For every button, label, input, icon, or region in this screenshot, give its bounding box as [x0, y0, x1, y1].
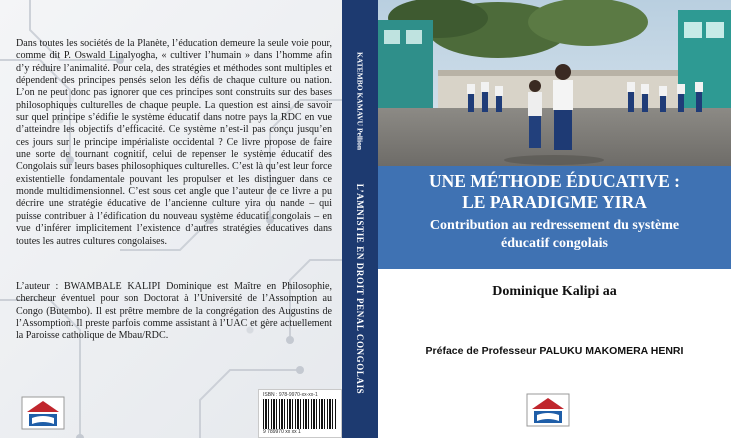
book-subtitle-line-2: éducatif congolais	[501, 235, 608, 251]
back-cover	[0, 0, 342, 438]
book-subtitle-line-1: Contribution au redressement du système	[429, 218, 680, 233]
publisher-logo-icon	[21, 396, 65, 430]
book-author: Dominique Kalipi aa	[492, 284, 617, 299]
title-band	[378, 166, 731, 269]
book-title-line-2: LE PARADIGME YIRA	[462, 192, 647, 212]
back-cover-blurb: Dans toutes les sociétés de la Planète, l’éducation demeure la seule voie pour, comme dit P. Oswald Linalyogha, « cultiver l’humain » dans l’homme afin d’y réduire l’animalité. Pour cela, des stratégies et méthodes sont multiples et dépendent des principes pensés selon les défis de chaque culture ou nation. L’on ne peut donc pas ignorer que ces principes sont construits sur des bases philosophiques culturelles de chaque peuple. La question est ainsi de savoir sur quel principe s’édifie le système éducatif dans notre pays la RDC en vue d’atteindre les objectifs d’efficacité. Ce système n’est-il pas conçu jusqu’en ces jours sur le principe impérialiste occidental ? Ce livre propose de faire une sorte de tournant cognitif, celui de repenser le système éducatif des Congolais sur leurs bases philosophiques culturelles. C’est là qu’est leur force existentielle fondamentale pouvant les propulser et les distinguer dans ce monde multidimensionnel. C’est sous cet angle que l’auteur de ce livre a pu décrire une stratégie éducative de l’ancienne culture yira ou nande – qui puisse contribuer à l’édification du nouveau système éducatif congolais – en vue d’inférer implicitement l’existence d’autres stratégies éducatives dans toutes les autres cultures congolaises.	[16, 38, 332, 247]
book-title	[378, 171, 731, 213]
preface-credit: Préface de Professeur PALUKU MAKOMERA HENRI	[425, 345, 684, 357]
school-courtyard-photo	[378, 0, 731, 166]
spine-author: KATEMBO KAMAVU Pellion	[355, 51, 365, 150]
barcode-number: 9 789970 xx xx 1	[263, 429, 301, 435]
author-bio: L’auteur : BWAMBALE KALIPI Dominique est Maître en Philosophie, chercheur éventuel pour son Doctorat à l’Université de l’Assomption au Congo (Butembo). Il est prêtre membre de la congrégation des Augustins de l’Assomption. Il preste parfois comme assistant à l’UAC et gère actuellement la Paroisse catholique de Mbau/RDC.	[16, 281, 332, 342]
front-cover	[378, 0, 731, 438]
barcode-icon	[263, 399, 337, 429]
isbn-barcode-box	[258, 389, 342, 438]
book-spine	[342, 0, 378, 438]
spine-title: L’AMNISTIE EN DROIT PENAL CONGOLAIS	[355, 183, 365, 395]
publisher-logo-icon	[526, 393, 570, 427]
book-subtitle	[378, 217, 731, 252]
isbn-label: ISBN : 978-9970-xx-xx-1	[263, 392, 318, 398]
book-title-line-1: UNE MÉTHODE ÉDUCATIVE :	[428, 171, 680, 191]
